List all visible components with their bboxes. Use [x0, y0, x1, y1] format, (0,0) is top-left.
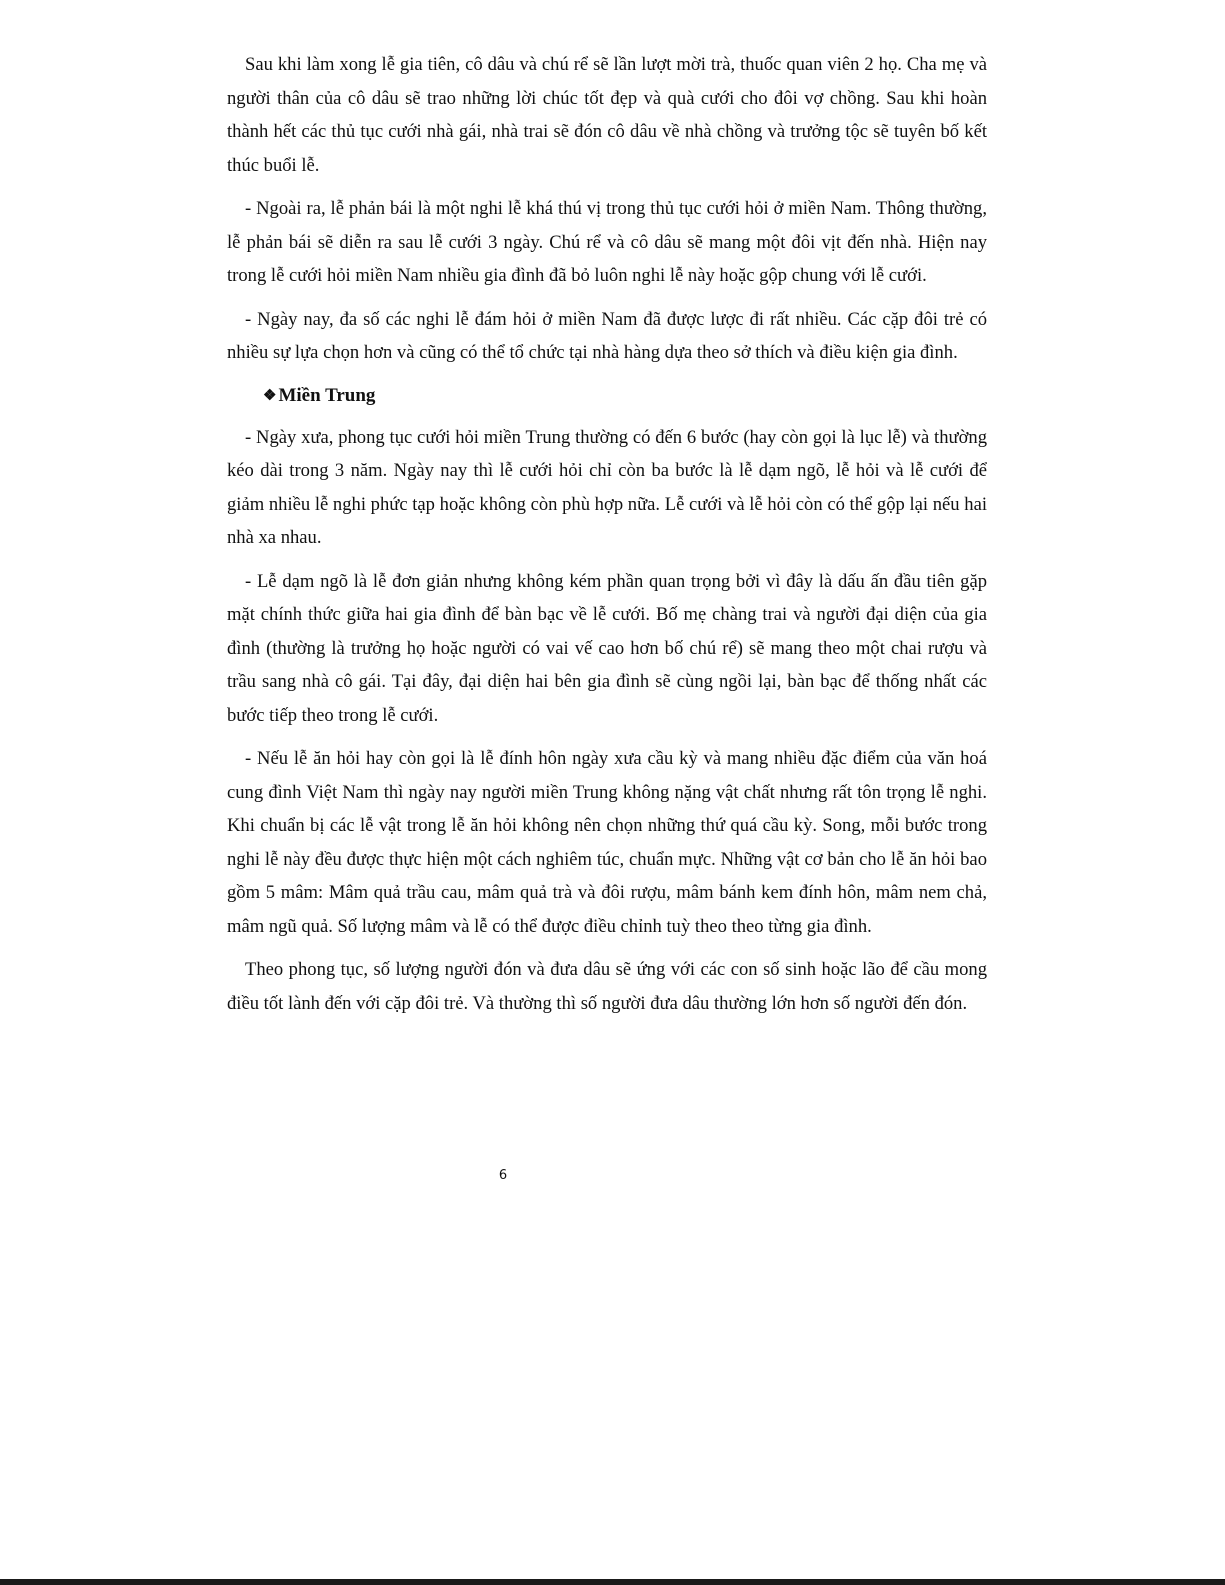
paragraph: - Ngày nay, đa số các nghi lễ đám hỏi ở miền Nam đã được lược đi rất nhiều. Các cặp đôi trẻ có nhiều sự lựa chọn hơn và cũng có thể tổ chức tại nhà hàng dựa theo sở thích và điều kiện gia đình. — [227, 308, 987, 363]
page-number: 6 — [498, 1168, 508, 1183]
section-heading — [227, 380, 987, 412]
paragraph: Sau khi làm xong lễ gia tiên, cô dâu và chú rể sẽ lần lượt mời trà, thuốc quan viên 2 họ. Cha mẹ và người thân của cô dâu sẽ trao những lời chúc tốt đẹp và quà cưới cho đôi vợ chồng. Sau khi hoàn thành hết các thủ tục cưới nhà gái, nhà trai sẽ đón cô dâu về nhà chồng và trưởng tộc sẽ tuyên bố kết thúc buổi lễ. — [227, 54, 987, 176]
bottom-border — [0, 1579, 1225, 1585]
paragraph: Theo phong tục, số lượng người đón và đưa dâu sẽ ứng với các con số sinh hoặc lão để cầu mong điều tốt lành đến với cặp đôi trẻ. Và thường thì số người đưa dâu thường lớn hơn số người đến đón. — [227, 959, 987, 1014]
paragraph: - Lễ dạm ngõ là lễ đơn giản nhưng không kém phần quan trọng bởi vì đây là dấu ấn đầu tiên gặp mặt chính thức giữa hai gia đình để bàn bạc về lễ cưới. Bố mẹ chàng trai và người đại diện của gia đình (thường là trưởng họ hoặc người có vai vế cao hơn bố chú rể) sẽ mang theo một chai rượu và trầu sang nhà cô gái. Tại đây, đại diện hai bên gia đình sẽ cùng ngồi lại, bàn bạc để thống nhất các bước tiếp theo trong lễ cưới. — [227, 570, 987, 726]
paragraph: - Ngày xưa, phong tục cưới hỏi miền Trung thường có đến 6 bước (hay còn gọi là lục lễ) và thường kéo dài trong 3 năm. Ngày nay thì lễ cưới hỏi chỉ còn ba bước là lễ dạm ngõ, lễ hỏi và lễ cưới để giảm nhiều lễ nghi phức tạp hoặc không còn phù hợp nữa. Lễ cưới và lễ hỏi còn có thể gộp lại nếu hai nhà xa nhau. — [227, 426, 987, 548]
document-page — [227, 48, 987, 1030]
paragraph: - Ngoài ra, lễ phản bái là một nghi lễ khá thú vị trong thủ tục cưới hỏi ở miền Nam. Thông thường, lễ phản bái sẽ diễn ra sau lễ cưới 3 ngày. Chú rể và cô dâu sẽ mang một đôi vịt đến nhà. Hiện nay trong lễ cưới hỏi miền Nam nhiều gia đình đã bỏ luôn nghi lễ này hoặc gộp chung với lễ cưới. — [227, 198, 987, 286]
section-heading-text: Miền Trung — [278, 384, 376, 406]
paragraph: - Nếu lễ ăn hỏi hay còn gọi là lễ đính hôn ngày xưa cầu kỳ và mang nhiều đặc điểm của văn hoá cung đình Việt Nam thì ngày nay người miền Trung không nặng vật chất nhưng rất tôn trọng lễ nghi. Khi chuẩn bị các lễ vật trong lễ ăn hỏi không nên chọn những thứ quá cầu kỳ. Song, mỗi bước trong nghi lễ này đều được thực hiện một cách nghiêm túc, chuẩn mực. Những vật cơ bản cho lễ ăn hỏi bao gồm 5 mâm: Mâm quả trầu cau, mâm quả trà và đôi rượu, mâm bánh kem đính hôn, mâm nem chả, mâm ngũ quả. Số lượng mâm và lễ có thể được điều chỉnh tuỳ theo theo từng gia đình. — [227, 748, 987, 937]
diamond-bullet-icon: ❖ — [263, 387, 277, 404]
